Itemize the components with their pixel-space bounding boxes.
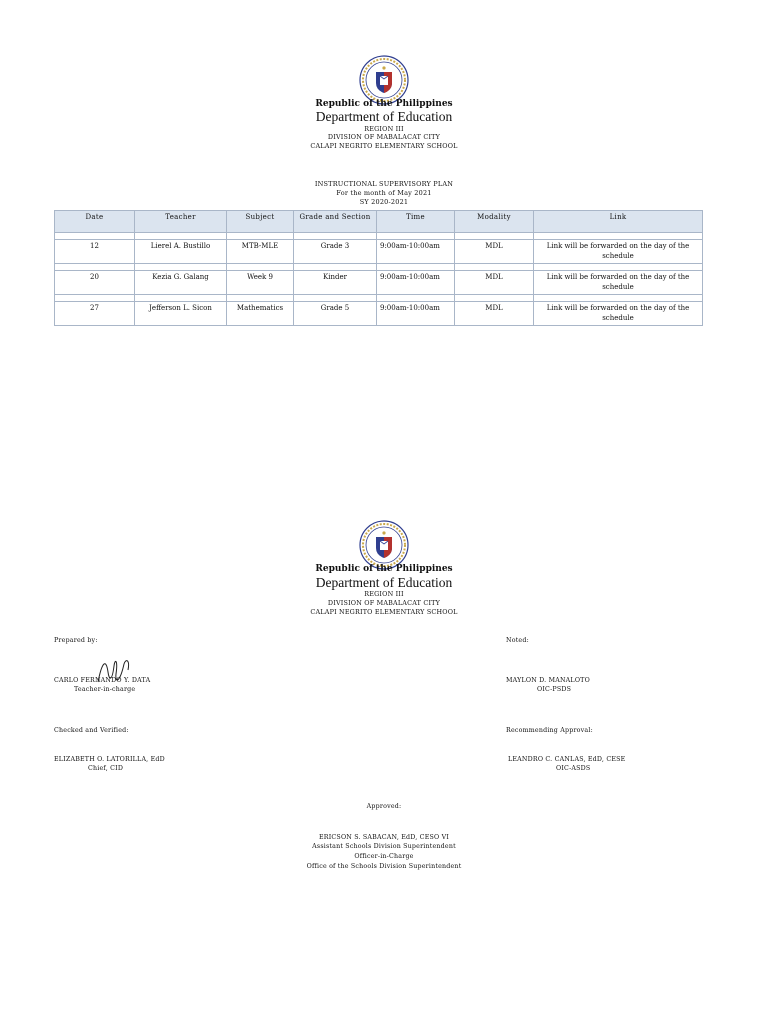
division-line: DIVISION OF MABALACAT CITY [327, 133, 441, 141]
approved-title-3: Office of the Schools Division Superintendent [306, 863, 462, 870]
cell-modality: MDL [455, 240, 534, 264]
col-header-teacher: Teacher [135, 211, 227, 233]
col-header-subject: Subject [227, 211, 294, 233]
region-line: REGION III [364, 590, 404, 598]
cell-grade: Grade 3 [294, 240, 377, 264]
region-line: REGION III [364, 125, 404, 133]
approved-name: ERICSON S. SABACAN, EdD, CESO VI [318, 834, 450, 841]
cell-modality: MDL [455, 302, 534, 326]
republic-heading: Republic of the Philippines [315, 564, 453, 574]
cell-date: 20 [55, 271, 135, 295]
spacer-row [55, 264, 703, 271]
cell-link: Link will be forwarded on the day of the schedule [534, 271, 703, 295]
checked-label: Checked and Verified: [54, 727, 129, 734]
school-line: CALAPI NEGRITO ELEMENTARY SCHOOL [310, 608, 458, 616]
cell-time: 9:00am-10:00am [377, 271, 455, 295]
table-row [55, 302, 703, 326]
school-line: CALAPI NEGRITO ELEMENTARY SCHOOL [310, 142, 458, 150]
table-header-row [55, 211, 703, 233]
checked-title: Chief, CID [88, 765, 124, 772]
recommending-label: Recommending Approval: [506, 727, 593, 734]
approved-title-1: Assistant Schools Division Superintendent [312, 843, 456, 850]
col-header-modality: Modality [455, 211, 534, 233]
department-heading: Department of Education [315, 109, 453, 124]
cell-teacher: Jefferson L. Sicon [135, 302, 227, 326]
col-header-grade-section: Grade and Section [294, 211, 377, 233]
cell-subject: Mathematics [227, 302, 294, 326]
cell-date: 27 [55, 302, 135, 326]
plan-month: For the month of May 2021 [336, 189, 432, 197]
cell-time: 9:00am-10:00am [377, 240, 455, 264]
col-header-date: Date [55, 211, 135, 233]
deped-seal [359, 55, 409, 105]
cell-link: Link will be forwarded on the day of the schedule [534, 240, 703, 264]
col-header-link: Link [534, 211, 703, 233]
deped-seal [359, 520, 409, 570]
noted-name: MAYLON D. MANALOTO [506, 677, 590, 684]
cell-grade: Kinder [294, 271, 377, 295]
cell-teacher: Lierel A. Bustillo [135, 240, 227, 264]
cell-modality: MDL [455, 271, 534, 295]
approved-title-2: Officer-in-Charge [354, 853, 414, 860]
spacer-row [55, 233, 703, 240]
approved-label: Approved: [366, 803, 402, 810]
cell-subject: Week 9 [227, 271, 294, 295]
cell-time: 9:00am-10:00am [377, 302, 455, 326]
republic-heading: Republic of the Philippines [315, 99, 453, 109]
recommending-title: OIC-ASDS [556, 765, 591, 772]
cell-grade: Grade 5 [294, 302, 377, 326]
deped-seal-icon [359, 520, 409, 570]
cell-link: Link will be forwarded on the day of the schedule [534, 302, 703, 326]
supervisory-plan-table [54, 210, 703, 326]
table-row [55, 240, 703, 264]
plan-title: INSTRUCTIONAL SUPERVISORY PLAN [314, 180, 454, 188]
table-row [55, 271, 703, 295]
checked-name: ELIZABETH O. LATORILLA, EdD [54, 756, 165, 763]
plan-school-year: SY 2020-2021 [359, 198, 409, 206]
division-line: DIVISION OF MABALACAT CITY [327, 599, 441, 607]
deped-seal-icon [359, 55, 409, 105]
noted-label: Noted: [506, 637, 529, 644]
noted-title: OIC-PSDS [537, 686, 572, 693]
prepared-name: CARLO FERNANDO Y. DATA [54, 677, 151, 684]
department-heading: Department of Education [315, 575, 453, 590]
cell-subject: MTB-MLE [227, 240, 294, 264]
spacer-row [55, 295, 703, 302]
recommending-name: LEANDRO C. CANLAS, EdD, CESE [508, 756, 626, 763]
col-header-time: Time [377, 211, 455, 233]
prepared-title: Teacher-in-charge [74, 686, 136, 693]
cell-date: 12 [55, 240, 135, 264]
cell-teacher: Kezia G. Galang [135, 271, 227, 295]
prepared-by-label: Prepared by: [54, 637, 98, 644]
